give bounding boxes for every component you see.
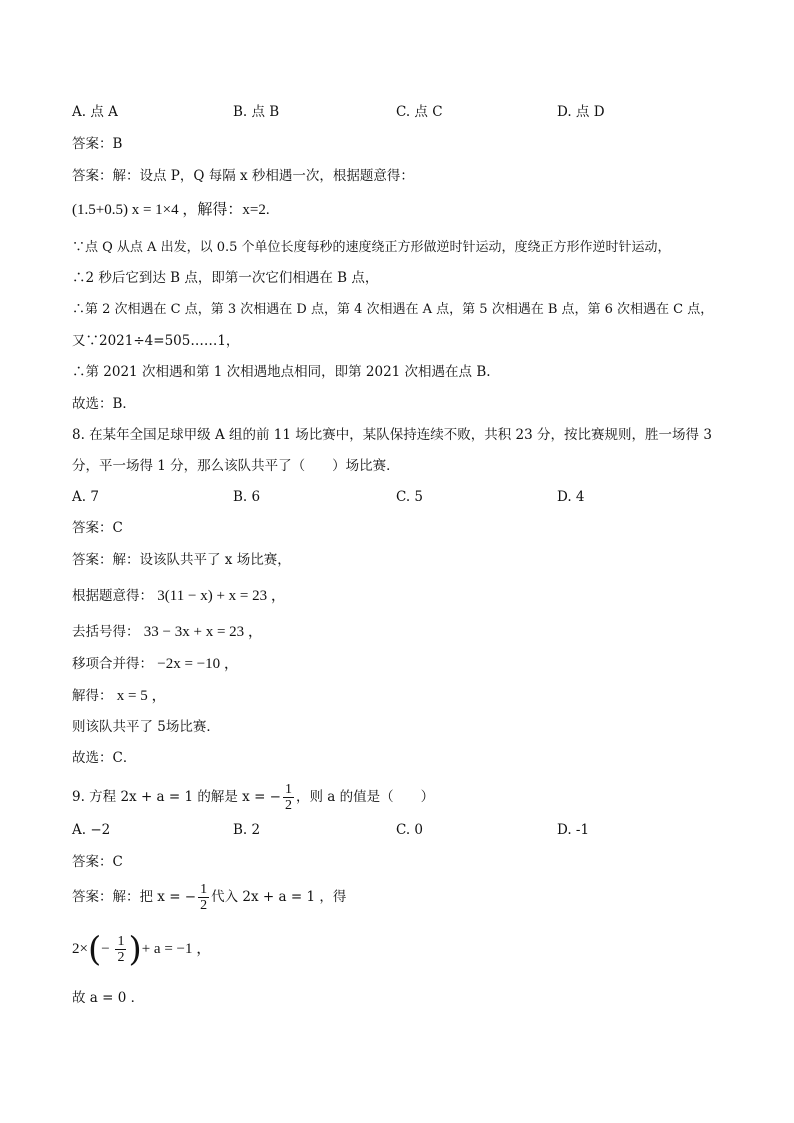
step-math: 33 − 3x + x = 23 ， bbox=[143, 624, 263, 640]
q8-option-d: D. 4 bbox=[557, 489, 585, 505]
step-label: 解得： bbox=[72, 688, 113, 704]
q9-option-d: D. -1 bbox=[557, 822, 590, 838]
q8-stem-line-1: 8. 在某年全国足球甲级 A 组的前 11 场比赛中，某队保持连续不败，共积 23 分，按比赛规则，胜一场得 3 bbox=[72, 427, 712, 443]
q8-step-solve bbox=[72, 686, 167, 706]
q8-step-equation bbox=[72, 586, 286, 606]
fraction bbox=[115, 934, 126, 965]
q7-solution-line: ∴第 2021 次相遇和第 1 次相遇地点相同，即第 2021 次相遇在点 B. bbox=[72, 364, 491, 380]
q9-option-b: B. 2 bbox=[233, 822, 261, 838]
q9-option-a: A. −2 bbox=[72, 822, 111, 838]
fraction bbox=[283, 782, 294, 813]
q8-solution-intro: 答案：解：设该队共平了 x 场比赛， bbox=[72, 552, 291, 568]
step-math: x = 5 ， bbox=[116, 688, 167, 704]
q9-final: 故 a = 0 ． bbox=[72, 990, 145, 1006]
q7-option-c: C. 点 C bbox=[396, 104, 443, 120]
q8-option-c: C. 5 bbox=[396, 489, 424, 505]
q8-conclusion: 则该队共平了 5场比赛． bbox=[72, 719, 220, 735]
fraction-denominator: 2 bbox=[117, 950, 125, 966]
fraction-numerator: 1 bbox=[285, 782, 292, 797]
step-label: 去括号得： bbox=[72, 624, 140, 640]
q9-substitution-equation bbox=[72, 928, 211, 971]
q7-solution-line: ∵点 Q 从点 A 出发，以 0.5 个单位长度每秒的速度绕正方形做逆时针运动，度绕正方形作逆时针运动， bbox=[72, 240, 671, 255]
fraction-denominator: 2 bbox=[200, 898, 208, 913]
q7-solution-line: ∴2 秒后它到达 B 点，即第一次它们相遇在 B 点， bbox=[72, 270, 379, 286]
fraction bbox=[198, 882, 209, 913]
q8-answer: 答案：C bbox=[72, 520, 123, 536]
step-label: 根据题意得： bbox=[72, 588, 153, 604]
q7-solution-line: (1.5+0.5) x = 1×4 ，解得：x=2. bbox=[72, 202, 270, 218]
q7-solution-line: 答案：解：设点 P，Q 每隔 x 秒相遇一次，根据题意得： bbox=[72, 168, 414, 184]
q7-choose: 故选：B． bbox=[72, 396, 136, 412]
q9-solution-end: 代入 2x + a = 1 ，得 bbox=[211, 889, 347, 905]
q7-solution-line: ∴第 2 次相遇在 C 点，第 3 次相遇在 D 点，第 4 次相遇在 A 点，第 5 次相遇在 B 点，第 6 次相遇在 C 点， bbox=[72, 302, 714, 317]
eq-minus: − bbox=[101, 941, 114, 957]
right-paren: ) bbox=[128, 929, 142, 970]
eq-coefficient: 2× bbox=[72, 941, 88, 957]
q9-stem-end: ，则 a 的值是（ ） bbox=[296, 789, 435, 805]
q8-choose: 故选：C． bbox=[72, 750, 137, 766]
step-label: 移项合并得： bbox=[72, 656, 153, 672]
fraction-numerator: 1 bbox=[200, 882, 208, 897]
q8-option-b: B. 6 bbox=[233, 489, 261, 505]
q9-solution-start: 答案：解：把 x = − bbox=[72, 889, 197, 905]
fraction-numerator: 1 bbox=[117, 934, 125, 950]
q9-option-c: C. 0 bbox=[396, 822, 424, 838]
step-math: 3(11 − x) + x = 23 ， bbox=[157, 588, 286, 604]
q9-stem-start: 9. 方程 2x + a = 1 的解是 x = − bbox=[72, 789, 281, 805]
left-paren: ( bbox=[87, 929, 102, 970]
q9-solution-line bbox=[72, 879, 346, 915]
q8-stem-line-2: 分，平一场得 1 分，那么该队共平了（ ）场比赛． bbox=[72, 458, 400, 474]
q9-answer: 答案：C bbox=[72, 854, 123, 870]
fraction-denominator: 2 bbox=[285, 798, 292, 813]
q7-solution-line: 又∵2021÷4=505……1， bbox=[72, 333, 240, 349]
q8-step-combine bbox=[72, 654, 239, 674]
q7-answer: 答案：B bbox=[72, 136, 123, 152]
eq-rest: + a = −1 ， bbox=[141, 941, 212, 957]
step-math: −2x = −10 ， bbox=[157, 656, 239, 672]
q8-option-a: A. 7 bbox=[72, 489, 99, 505]
q7-option-a: A. 点 A bbox=[72, 104, 118, 120]
q7-option-b: B. 点 B bbox=[233, 104, 280, 120]
q8-step-expand bbox=[72, 622, 263, 642]
q7-option-d: D. 点 D bbox=[557, 104, 605, 120]
q9-stem bbox=[72, 780, 434, 814]
